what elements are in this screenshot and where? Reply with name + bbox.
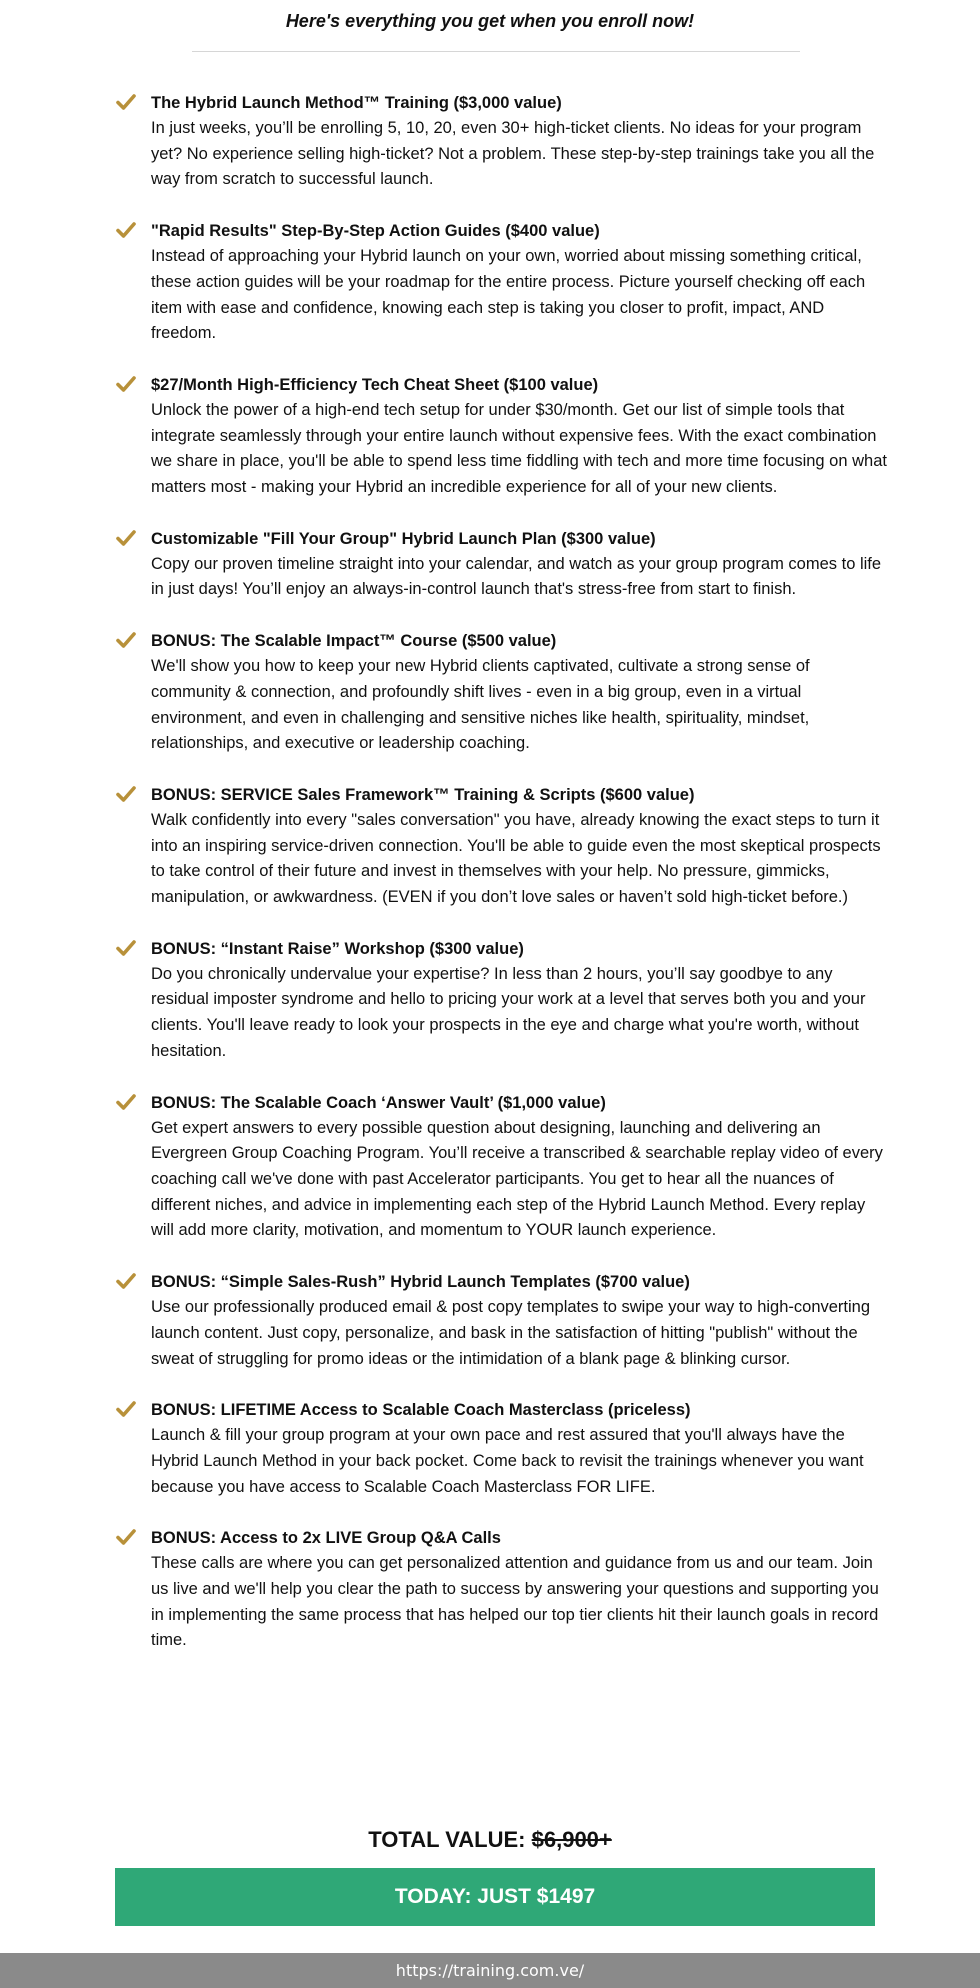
benefit-title: BONUS: The Scalable Coach ‘Answer Vault’ ($1,000 value) bbox=[151, 1093, 606, 1112]
benefit-description: Instead of approaching your Hybrid launch on your own, worried about missing something critical, these action guides will be your roadmap for the entire process. Picture yourself checking off each item with ease and confidence, knowing each step is taking you closer to profit, impact, AND freedom. bbox=[151, 247, 866, 343]
page-title: Here's everything you get when you enroll now! bbox=[285, 11, 695, 31]
benefit-title: BONUS: “Simple Sales-Rush” Hybrid Launch Templates ($700 value) bbox=[151, 1273, 690, 1292]
benefits-list bbox=[113, 91, 888, 1680]
benefit-title: BONUS: SERVICE Sales Framework™ Training & Scripts ($600 value) bbox=[151, 785, 695, 804]
list-item bbox=[113, 527, 888, 603]
list-item bbox=[113, 1398, 888, 1500]
list-item bbox=[113, 1270, 888, 1372]
benefit-description: Copy our proven timeline straight into your calendar, and watch as your group program comes to life in just days! You’ll enjoy an always-in-control launch that's stress-free from start to finish. bbox=[151, 554, 882, 599]
check-icon bbox=[116, 939, 136, 957]
check-icon bbox=[116, 375, 136, 393]
benefit-description: Use our professionally produced email & post copy templates to swipe your way to high-converting launch content. Just copy, personalize, and bask in the satisfaction of hitting "publish" without the sweat of struggling for promo ideas or the intimidation of a blank page & blinking cursor. bbox=[151, 1298, 871, 1368]
benefit-description: Launch & fill your group program at your own pace and rest assured that you'll always have the Hybrid Launch Method in your back pocket. Come back to revisit the trainings whenever you want because you have access to Scalable Coach Masterclass FOR LIFE. bbox=[151, 1426, 864, 1496]
check-icon bbox=[116, 529, 136, 547]
total-value-label: TOTAL VALUE: bbox=[368, 1827, 526, 1852]
header-divider bbox=[192, 51, 800, 52]
enroll-button[interactable]: TODAY: JUST $1497 bbox=[115, 1868, 875, 1926]
benefit-title: BONUS: LIFETIME Access to Scalable Coach Masterclass (priceless) bbox=[151, 1401, 691, 1420]
check-icon bbox=[116, 631, 136, 649]
check-icon bbox=[116, 221, 136, 239]
check-icon bbox=[116, 1400, 136, 1418]
list-item bbox=[113, 373, 888, 501]
total-value-amount: $6,900+ bbox=[531, 1827, 612, 1852]
benefit-description: These calls are where you can get personalized attention and guidance from us and our team. Join us live and we'll help you clear the path to success by answering your questions and supporting you in implementing the same process that has helped our top tier clients hit their launch goals in record time. bbox=[151, 1554, 879, 1650]
benefit-description: Get expert answers to every possible question about designing, launching and delivering an Evergreen Group Coaching Program. You’ll receive a transcribed & searchable replay video of every coaching call we've done with past Accelerator participants. You get to hear all the nuances of different niches, and advice in implementing each step of the Hybrid Launch Method. Every replay will add more clarity, motivation, and momentum to YOUR launch experience. bbox=[151, 1118, 883, 1240]
benefit-description: Walk confidently into every "sales conversation" you have, already knowing the exact steps to turn it into an inspiring service-driven connection. You'll be able to guide even the most skeptical prospects to take control of their future and invest in themselves with your help. No pressure, gimmicks, manipulation, or awkwardness. (EVEN if you don’t love sales or haven’t sold high-ticket before.) bbox=[151, 810, 881, 907]
check-icon bbox=[116, 1272, 136, 1290]
benefit-description: Unlock the power of a high-end tech setup for under $30/month. Get our list of simple tools that integrate seamlessly through your entire launch without expensive fees. With the exact combination we share in place, you'll be able to spend less time fiddling with tech and more time focusing on what matters most - making your Hybrid an incredible experience for all of your new clients. bbox=[151, 400, 887, 497]
list-item bbox=[113, 629, 888, 757]
list-item bbox=[113, 1091, 888, 1245]
url-footer-bar bbox=[0, 1953, 980, 1988]
benefit-title: BONUS: The Scalable Impact™ Course ($500 value) bbox=[151, 632, 557, 651]
benefit-title: $27/Month High-Efficiency Tech Cheat Sheet ($100 value) bbox=[151, 375, 599, 394]
benefit-title: BONUS: “Instant Raise” Workshop ($300 value) bbox=[151, 939, 524, 958]
benefit-title: Customizable "Fill Your Group" Hybrid Launch Plan ($300 value) bbox=[151, 529, 656, 548]
benefit-description: We'll show you how to keep your new Hybrid clients captivated, cultivate a strong sense of community & connection, and profoundly shift lives - even in a big group, even in a virtual environment, and even in challenging and sensitive niches like health, spirituality, mindset, relationships, and executive or leadership coaching. bbox=[151, 657, 810, 753]
list-item bbox=[113, 937, 888, 1065]
check-icon bbox=[116, 1093, 136, 1111]
list-item bbox=[113, 219, 888, 347]
benefit-description: Do you chronically undervalue your expertise? In less than 2 hours, you’ll say goodbye to any residual imposter syndrome and hello to pricing your work at a level that serves both you and your clients. You'll leave ready to look your prospects in the eye and charge what you're worth, without hesitation. bbox=[151, 964, 866, 1060]
benefit-title: The Hybrid Launch Method™ Training ($3,000 value) bbox=[151, 94, 562, 112]
list-item bbox=[113, 783, 888, 911]
total-value bbox=[0, 1824, 980, 1856]
benefit-title: BONUS: Access to 2x LIVE Group Q&A Calls bbox=[151, 1529, 501, 1548]
check-icon bbox=[116, 785, 136, 803]
check-icon bbox=[116, 93, 136, 111]
check-icon bbox=[116, 1528, 136, 1546]
list-item bbox=[113, 1526, 888, 1654]
benefit-title: "Rapid Results" Step-By-Step Action Guides ($400 value) bbox=[151, 222, 600, 241]
benefit-description: In just weeks, you’ll be enrolling 5, 10, 20, even 30+ high-ticket clients. No ideas for your program yet? No experience selling high-ticket? Not a problem. These step-by-step trainings take you all the way from scratch to successful launch. bbox=[151, 119, 875, 189]
footer-url[interactable]: https://training.com.ve/ bbox=[395, 1961, 585, 1980]
list-item bbox=[113, 91, 888, 193]
